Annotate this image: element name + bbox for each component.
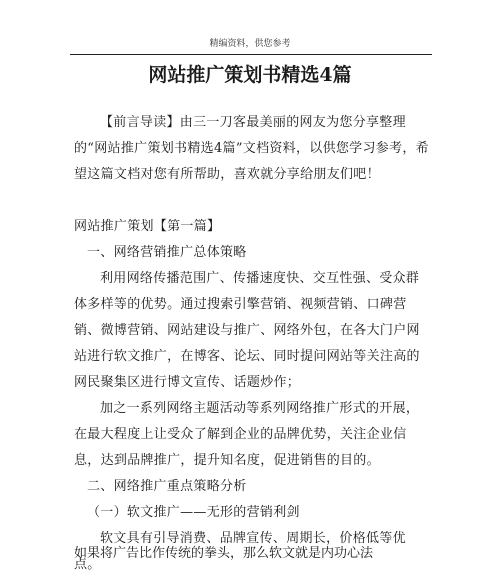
section-title: 网站推广策划【第一篇】: [74, 219, 221, 234]
paragraph-1: 利用网络传播范围广、传播速度快、交互性强、受众群体多样等的优势。通过搜索引擎营销、视频营销、口碑营销、微博营销、网站建设与推广、网络外包，在各大门户网站进行软文推广，在博客、论坛、同时提问网站等关注高的网民聚集区进行博文宣传、话题炒作；: [74, 271, 420, 390]
paragraph-3: 软文具有引导消费、品牌宣传、周期长，价格低等优点。: [74, 531, 406, 572]
header-divider: [70, 54, 432, 55]
heading-2-1: （一）软文推广——无形的营销利剑: [87, 505, 300, 520]
paragraph-4-partial: 如果将广告比作传统的拳头，那么软文就是内功心法: [74, 546, 374, 561]
heading-2: 二、网络推广重点策略分析: [87, 479, 247, 494]
intro-paragraph: 【前言导读】由三一刀客最美丽的网友为您分享整理的“网站推广策划书精选4篇”文档资料，以供您学习参考，希望这篇文档对您有所帮助，喜欢就分享给朋友们吧！: [74, 115, 429, 182]
cut-off-line: [74, 546, 430, 566]
intro-block: [74, 110, 430, 188]
heading-1: 一、网络营销推广总体策略: [87, 245, 247, 260]
page-header: 精编资料，供您参考: [209, 39, 291, 49]
document-body: [74, 214, 430, 578]
paragraph-2: 加之一系列网络主题活动等系列网络推广形式的开展，在最大程度上让受众了解到企业的品牌优势，关注企业信息，达到品牌推广，提升知名度，促进销售的目的。: [74, 401, 420, 468]
document-title: 网站推广策划书精选4篇: [148, 64, 352, 86]
